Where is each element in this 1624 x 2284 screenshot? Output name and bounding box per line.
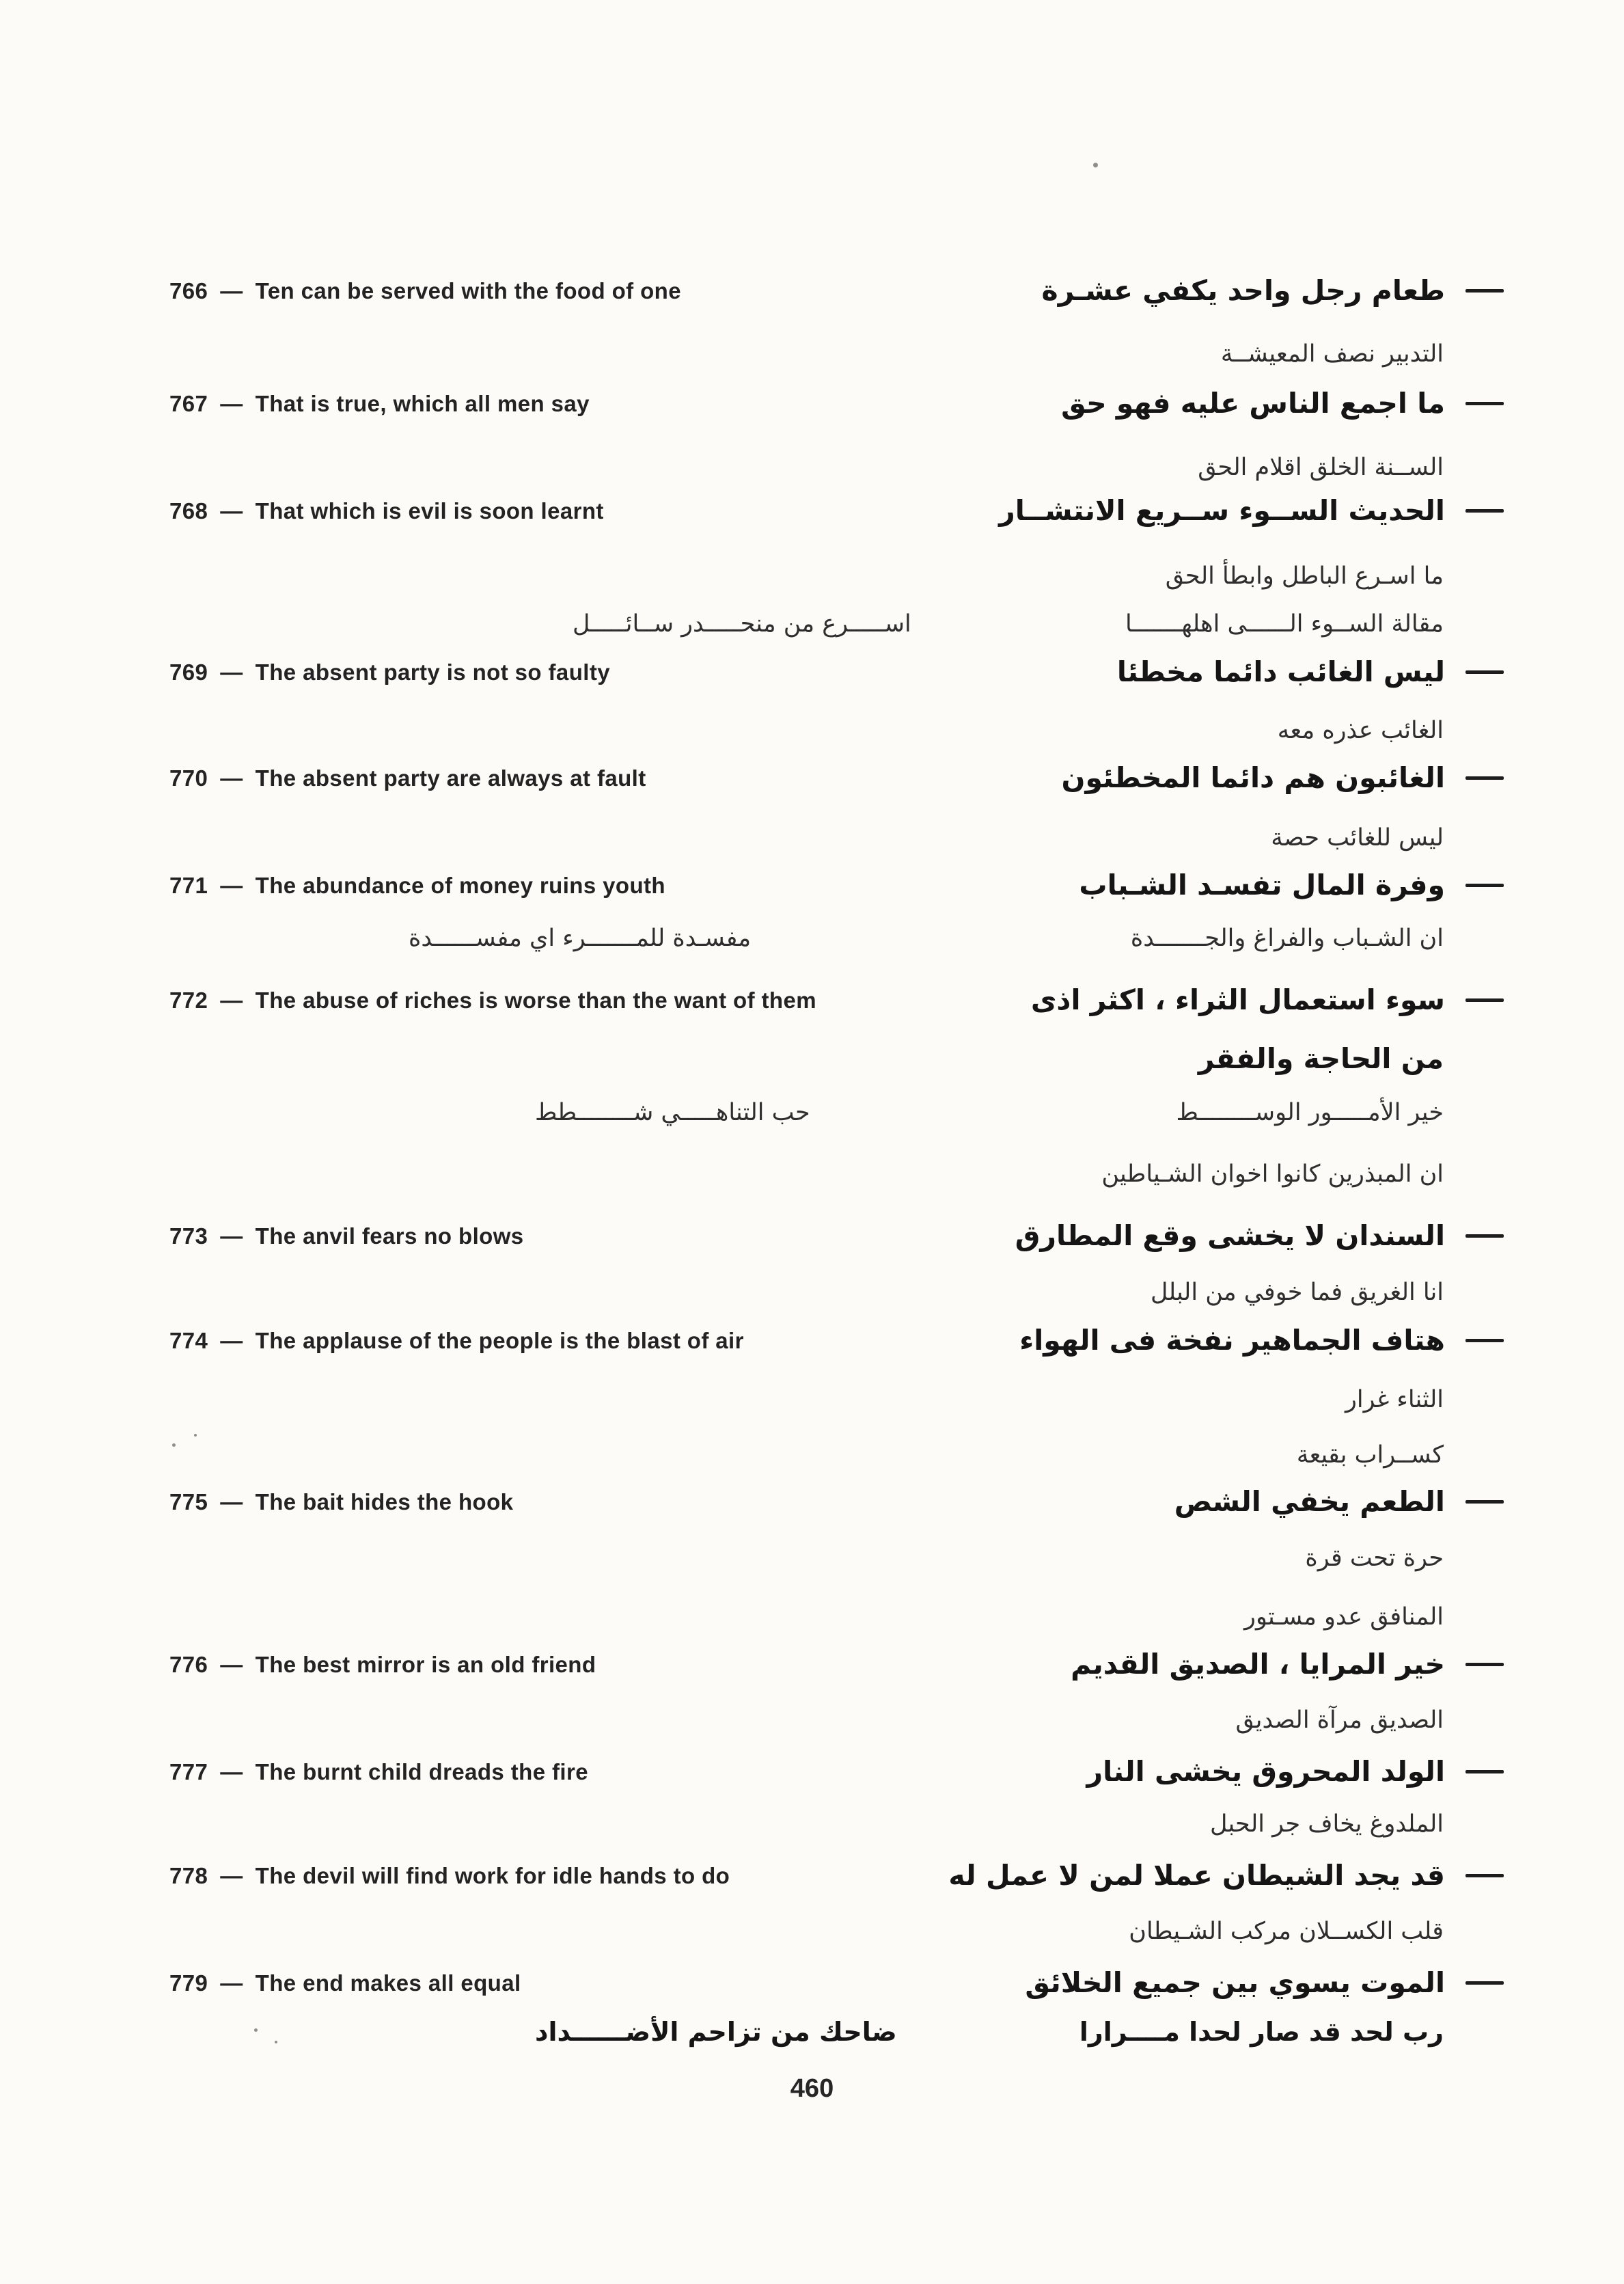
- entry-dash-icon: [1465, 1981, 1504, 1985]
- number-dash: —: [220, 1970, 243, 1996]
- arabic-main-text: السندان لا يخشى وقع المطارق: [1015, 1219, 1445, 1252]
- english-text: The anvil fears no blows: [255, 1223, 524, 1249]
- arabic-sub-text: الملدوغ يخاف جر الحبل: [1209, 1810, 1444, 1838]
- row-769-main: [0, 655, 1624, 690]
- arabic-sub-text: الثناء غرار: [1345, 1386, 1444, 1413]
- entry-number: 770: [169, 765, 208, 791]
- arabic-main-text: رب لحد قد صار لحدا مــــرارا: [1079, 2017, 1444, 2047]
- english-text: The abundance of money ruins youth: [255, 873, 665, 898]
- english-text: Ten can be served with the food of one: [255, 278, 681, 303]
- row-779-sub: [0, 2016, 1624, 2049]
- row-776-main: [0, 1647, 1624, 1682]
- row-767-sub: [0, 453, 1624, 483]
- arabic-main-line: [999, 493, 1504, 528]
- arabic-sub-line: [1101, 1160, 1504, 1190]
- number-dash: —: [220, 765, 243, 791]
- entry-number: 773: [169, 1223, 208, 1249]
- number-dash: —: [220, 1759, 243, 1784]
- english-proverb-779: [169, 1969, 521, 1997]
- number-dash: —: [220, 988, 243, 1013]
- entry-dash-icon: [1465, 1770, 1504, 1773]
- entry-dash-icon: [1465, 670, 1504, 674]
- row-773-sub: [0, 1278, 1624, 1308]
- arabic-main-line: [1198, 1042, 1504, 1076]
- number-dash: —: [220, 498, 243, 524]
- english-text: The applause of the people is the blast of air: [255, 1328, 744, 1353]
- entry-dash-icon: [1465, 1500, 1504, 1504]
- english-proverb-768: [169, 497, 604, 525]
- arabic-main-text: خير المرايا ، الصديق القديم: [1071, 1648, 1445, 1681]
- english-text: The bait hides the hook: [255, 1489, 514, 1514]
- entry-dash-icon: [1465, 776, 1504, 780]
- arabic-sub-text: ان الشـباب والفراغ والجـــــــدة: [1130, 925, 1444, 952]
- arabic-sub-text: انا الغريق فما خوفي من البلل: [1151, 1279, 1444, 1306]
- arabic-main-text: الغائبون هم دائما المخطئون: [1061, 761, 1445, 794]
- arabic-sub-line: [1166, 562, 1504, 592]
- row-776-sub: [0, 1706, 1624, 1736]
- arabic-main-text: طعام رجل واحد يكفي عشـرة: [1041, 274, 1445, 307]
- arabic-main-line: [1086, 1754, 1504, 1789]
- page-number: 460: [790, 2074, 834, 2103]
- arabic-sub-line: [1345, 1385, 1504, 1415]
- arabic-main-text: هتاف الجماهير نفخة فى الهواء: [1019, 1324, 1445, 1357]
- arabic-sub-line: [1305, 1544, 1504, 1574]
- arabic-main-line: [1019, 1323, 1504, 1358]
- number-dash: —: [220, 278, 243, 303]
- english-text: That is true, which all men say: [255, 391, 590, 416]
- english-proverb-769: [169, 658, 610, 686]
- arabic-sub-line: [1210, 1810, 1504, 1840]
- english-text: The burnt child dreads the fire: [255, 1759, 588, 1784]
- arabic-sub-text: المنافق عدو مسـتور: [1244, 1603, 1444, 1631]
- english-text: The absent party are always at fault: [255, 765, 646, 791]
- row-775-sub1: [0, 1544, 1624, 1574]
- english-proverb-776: [169, 1650, 596, 1678]
- entry-number: 774: [169, 1328, 208, 1353]
- arabic-sub-line: [1176, 1098, 1504, 1128]
- scan-speck: [275, 2041, 277, 2043]
- row-775-sub2: [0, 1603, 1624, 1633]
- english-text: That which is evil is soon learnt: [255, 498, 604, 524]
- arabic-main-line: [1031, 983, 1504, 1018]
- entry-number: 772: [169, 988, 208, 1013]
- entry-number: 766: [169, 278, 208, 303]
- arabic-sub-text: كســراب بقيعة: [1296, 1441, 1444, 1469]
- row-773-main: [0, 1219, 1624, 1253]
- arabic-sub-text: التدبير نصف المعيشــة: [1220, 340, 1444, 368]
- entry-number: 775: [169, 1489, 208, 1514]
- row-771-main: [0, 868, 1624, 903]
- arabic-main-text: الحديث الســوء ســريع الانتشــار: [999, 494, 1445, 527]
- english-proverb-767: [169, 390, 590, 418]
- row-767-main: [0, 386, 1624, 421]
- arabic-sub-text: ليس للغائب حصة: [1271, 824, 1444, 852]
- arabic-sub-line: [1244, 1603, 1504, 1633]
- row-769-sub: [0, 716, 1624, 746]
- entry-dash-icon: [1465, 289, 1504, 293]
- english-proverb-773: [169, 1222, 524, 1250]
- arabic-main-text: الولد المحروق يخشى النار: [1086, 1755, 1445, 1788]
- row-778-main: [0, 1858, 1624, 1893]
- arabic-main-line: [1061, 386, 1504, 421]
- arabic-sub-line: [1131, 924, 1504, 954]
- arabic-main-line: [1015, 1219, 1504, 1253]
- english-text: The best mirror is an old friend: [255, 1652, 596, 1677]
- number-dash: —: [220, 391, 243, 416]
- scan-speck: [1093, 163, 1098, 167]
- arabic-sub-text: الغائب عذره معه: [1277, 717, 1444, 744]
- entry-number: 778: [169, 1863, 208, 1888]
- number-dash: —: [220, 1328, 243, 1353]
- arabic-sub-line: [1297, 1441, 1504, 1471]
- arabic-main-text: وفرة المال تفسـد الشـباب: [1079, 869, 1445, 901]
- arabic-sub-text: مقالة الســوء الــــــى اهلهـــــــا: [1125, 610, 1444, 638]
- arabic-main-line: [1042, 273, 1504, 308]
- row-766-main: [0, 273, 1624, 308]
- arabic-left-text: ضاحك من تزاحم الأضــــــداد: [535, 2017, 897, 2047]
- entry-dash-icon: [1465, 1663, 1504, 1666]
- row-777-sub: [0, 1810, 1624, 1840]
- entry-dash-icon: [1465, 884, 1504, 887]
- number-dash: —: [220, 660, 243, 685]
- row-768-sub2: [0, 610, 1624, 640]
- entry-dash-icon: [1465, 1234, 1504, 1238]
- entry-number: 771: [169, 873, 208, 898]
- arabic-sub-text: ان المبذرين كانوا اخوان الشـياطين: [1101, 1160, 1444, 1188]
- row-774-main: [0, 1323, 1624, 1358]
- arabic-sub-line: [1278, 716, 1504, 746]
- row-772-sub1: [0, 1098, 1624, 1128]
- english-proverb-772: [169, 986, 816, 1014]
- entry-number: 779: [169, 1970, 208, 1996]
- arabic-sub-text: خير الأمـــــور الوســــــــط: [1176, 1099, 1444, 1126]
- arabic-main-line: [1071, 1647, 1504, 1682]
- number-dash: —: [220, 1863, 243, 1888]
- arabic-sub-text: الســنة الخلق اقلام الحق: [1198, 454, 1444, 481]
- row-771-sub: [0, 924, 1624, 954]
- row-772-sub2: [0, 1160, 1624, 1190]
- arabic-sub-text: ما اسـرع الباطل وابطأ الحق: [1165, 562, 1444, 590]
- english-proverb-774: [169, 1327, 744, 1355]
- english-text: The absent party is not so faulty: [255, 660, 610, 685]
- number-dash: —: [220, 1489, 243, 1514]
- arabic-main-text: سوء استعمال الثراء ، اكثر اذى: [1030, 983, 1445, 1016]
- arabic-sub-line: [1129, 1917, 1504, 1947]
- english-proverb-778: [169, 1862, 730, 1890]
- number-dash: —: [220, 873, 243, 898]
- arabic-main-line: [1079, 2016, 1504, 2049]
- row-775-main: [0, 1484, 1624, 1519]
- scan-speck: [194, 1434, 197, 1437]
- entry-number: 767: [169, 391, 208, 416]
- row-768-main: [0, 493, 1624, 528]
- english-proverb-777: [169, 1758, 588, 1786]
- english-proverb-766: [169, 277, 681, 305]
- arabic-main-text: ما اجمع الناس عليه فهو حق: [1061, 387, 1445, 420]
- english-text: The abuse of riches is worse than the want of them: [255, 988, 816, 1013]
- row-766-sub: [0, 340, 1624, 370]
- arabic-main-line: [1025, 1966, 1504, 2000]
- arabic-main-line: [1117, 655, 1504, 690]
- entry-number: 777: [169, 1759, 208, 1784]
- number-dash: —: [220, 1223, 243, 1249]
- entry-dash-icon: [1465, 998, 1504, 1002]
- arabic-sub-line: [1221, 340, 1504, 370]
- arabic-main-text: ليس الغائب دائما مخطئا: [1116, 655, 1445, 688]
- entry-dash-icon: [1465, 1874, 1504, 1877]
- row-772-main: [0, 983, 1624, 1018]
- arabic-main-text: قد يجد الشيطان عملا لمن لا عمل له: [948, 1859, 1445, 1892]
- entry-number: 768: [169, 498, 208, 524]
- arabic-left-text: مفسـدة للمـــــــرء اي مفســــــدة: [409, 925, 752, 952]
- row-770-sub: [0, 824, 1624, 854]
- scan-speck: [172, 1443, 176, 1447]
- arabic-sub-line: [1198, 453, 1504, 483]
- arabic-sub-line: [1125, 610, 1504, 640]
- english-proverb-771: [169, 871, 665, 899]
- arabic-sub-text: قلب الكســلان مركب الشـيطان: [1129, 1918, 1444, 1945]
- english-text: The end makes all equal: [255, 1970, 521, 1996]
- entry-dash-icon: [1465, 402, 1504, 405]
- arabic-main-line: [1062, 761, 1504, 796]
- number-dash: —: [220, 1652, 243, 1677]
- row-779-main: [0, 1966, 1624, 2000]
- arabic-main-line: [948, 1858, 1504, 1893]
- arabic-left-text: اســـــرع من منحـــــدر ســائـــــل: [573, 610, 911, 638]
- arabic-sub-text: حرة تحت قرة: [1305, 1545, 1444, 1572]
- entry-number: 769: [169, 660, 208, 685]
- scan-speck: [254, 2028, 258, 2032]
- row-777-main: [0, 1754, 1624, 1789]
- arabic-main-text: من الحاجة والفقر: [1198, 1042, 1444, 1075]
- english-text: The devil will find work for idle hands to do: [255, 1863, 730, 1888]
- arabic-main-text: الطعم يخفي الشص: [1174, 1485, 1445, 1518]
- row-778-sub: [0, 1917, 1624, 1947]
- arabic-sub-line: [1236, 1706, 1504, 1736]
- english-proverb-770: [169, 764, 646, 792]
- english-proverb-775: [169, 1488, 513, 1516]
- arabic-main-line: [1079, 868, 1504, 903]
- arabic-sub-line: [1151, 1278, 1504, 1308]
- arabic-left-text: حب التناهـــــي شــــــــطط: [535, 1099, 810, 1126]
- row-772-main2: [0, 1042, 1624, 1076]
- entry-dash-icon: [1465, 509, 1504, 513]
- arabic-sub-line: [1271, 824, 1504, 854]
- arabic-main-text: الموت يسوي بين جميع الخلائق: [1025, 1966, 1445, 1999]
- entry-number: 776: [169, 1652, 208, 1677]
- row-770-main: [0, 761, 1624, 796]
- row-774-sub1: [0, 1385, 1624, 1415]
- entry-dash-icon: [1465, 1339, 1504, 1342]
- arabic-sub-text: الصديق مرآة الصديق: [1235, 1707, 1444, 1734]
- row-768-sub1: [0, 562, 1624, 592]
- row-774-sub2: [0, 1441, 1624, 1471]
- arabic-main-line: [1174, 1484, 1504, 1519]
